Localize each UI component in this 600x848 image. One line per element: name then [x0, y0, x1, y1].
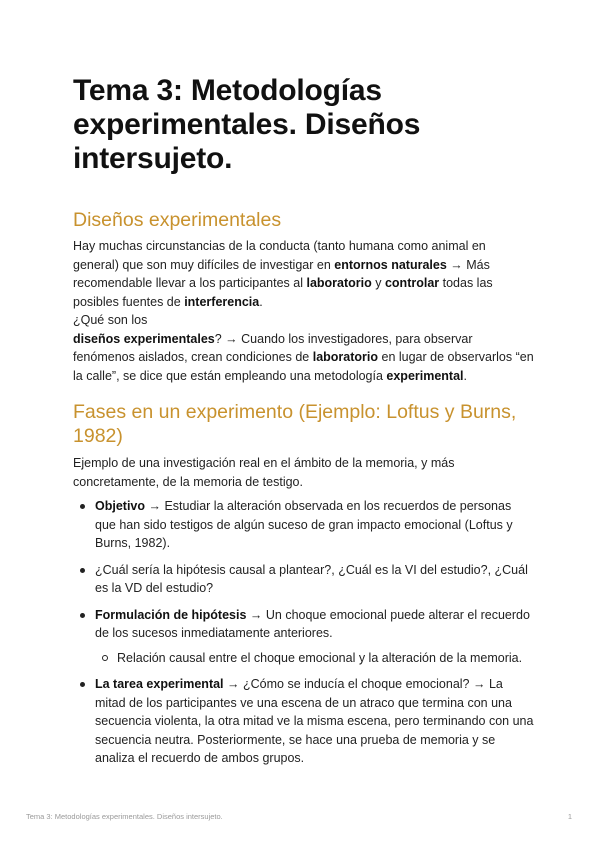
section-heading-disenos: Diseños experimentales — [73, 209, 282, 231]
paragraph-intro — [73, 237, 535, 311]
list-item-objetivo — [73, 497, 535, 553]
bold-run: laboratorio — [306, 276, 372, 290]
page-number: 1 — [567, 812, 572, 821]
text-run: ? → Cuando los investigadores, para observar fenómenos aislados, crean condiciones de — [73, 331, 473, 364]
text-run: ¿Cuál sería la hipótesis causal a plantear?, ¿Cuál es la VI del estudio?, ¿Cuál es la VD del estudio? — [95, 562, 528, 595]
bold-run: Objetivo — [95, 499, 146, 513]
text-run: → ¿Cómo se inducía el choque emocional? → La mitad de los participantes ve una escena de un atraco que termina con una secuencia violenta, la otra mitad ve la misma escena, pero terminando con una secuencia neutra. Posteriormente, se hace una prueba de memoria y se analiza el recuerdo de ambos grupos. — [95, 677, 534, 765]
bold-run: Formulación de hipótesis — [95, 607, 247, 622]
text-run: ¿Qué son los — [73, 313, 148, 327]
paragraph-question — [73, 311, 535, 385]
text-run: → Más recomendable llevar a los participantes al — [73, 257, 490, 290]
text-run: . — [463, 368, 468, 383]
list-item-preguntas — [73, 561, 535, 598]
bullet-list — [73, 497, 535, 768]
text-run: → Estudiar la alteración observada en los recuerdos de personas que han sido testigos de algún suceso de gran impacto emocional (Loftus y Burns, 1982). — [95, 499, 513, 550]
text-run: Hay muchas circunstancias de la conducta (tanto humana como animal en general) que son muy difíciles de investigar en — [73, 239, 486, 272]
text-run: y — [371, 276, 385, 290]
paragraph-fases-intro: Ejemplo de una investigación real en el ámbito de la memoria, y más concretamente, de la memoria de testigo. — [73, 456, 455, 489]
text-run: → Un choque emocional puede alterar el recuerdo de los sucesos inmediatamente anteriores. — [95, 607, 530, 640]
bold-run: experimental — [386, 368, 464, 383]
bold-run: laboratorio — [312, 350, 379, 364]
list-item-tarea — [73, 675, 535, 768]
sub-list-item: Relación causal entre el choque emocional y la alteración de la memoria. — [95, 649, 535, 668]
bold-run: controlar — [384, 276, 440, 290]
bold-run: interferencia — [184, 294, 260, 309]
sub-list — [95, 649, 535, 668]
document-body — [73, 74, 535, 776]
bold-run: La tarea experimental — [95, 677, 224, 691]
bold-run: diseños experimentales — [73, 331, 215, 346]
list-item-hipotesis — [73, 606, 535, 668]
page-title: Tema 3: Metodologías experimentales. Diseños intersujeto. — [73, 74, 421, 175]
section-heading-fases: Fases en un experimento (Ejemplo: Loftus y Burns, 1982) — [73, 401, 517, 447]
text-run: en lugar de observarlos “en la calle”, se dice que están empleando una metodología — [73, 350, 534, 383]
bold-run: entornos naturales — [334, 257, 447, 272]
text-run: todas las posibles fuentes de — [73, 276, 493, 309]
text-run: . — [259, 294, 263, 309]
page-footer: Tema 3: Metodologías experimentales. Diseños intersujeto. — [26, 812, 223, 821]
